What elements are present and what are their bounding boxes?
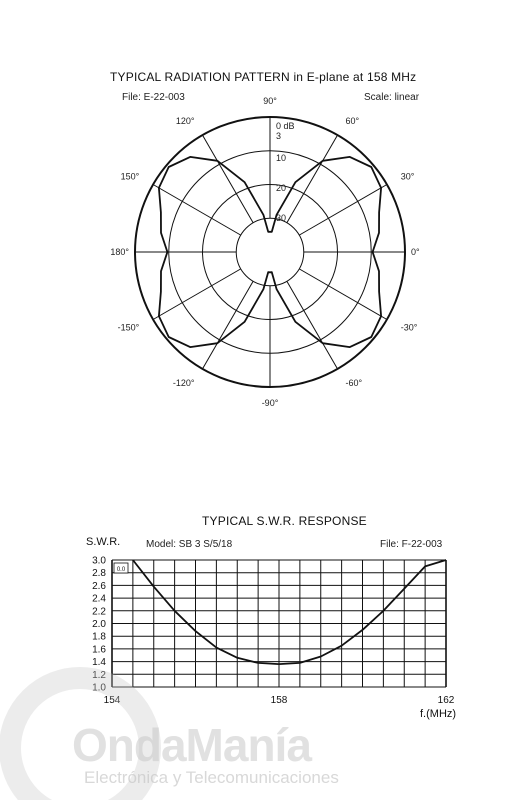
swr-x-tick-label: 158 <box>270 695 288 706</box>
watermark-brand: OndaManía <box>72 719 311 771</box>
swr-x-label: f.(MHz) <box>420 708 457 720</box>
polar-spoke <box>299 269 387 320</box>
swr-y-tick-label: 2.6 <box>92 580 106 592</box>
radiation-pattern-title: TYPICAL RADIATION PATTERN in E-plane at 158 MHz <box>110 70 417 84</box>
swr-file: File: F-22-003 <box>380 539 443 550</box>
polar-spoke <box>299 185 387 236</box>
polar-angle-label: 120° <box>175 116 195 127</box>
polar-angle-label: 60° <box>345 116 360 127</box>
radiation-pattern-scale: Scale: linear <box>364 92 420 103</box>
polar-angle-label: 30° <box>400 171 415 182</box>
polar-spoke <box>153 269 241 320</box>
polar-ring-label: 20 <box>276 183 287 193</box>
polar-angle-label: -60° <box>345 377 363 388</box>
swr-y-tick-label: 1.8 <box>92 631 106 643</box>
swr-y-tick-label: 1.4 <box>92 657 106 669</box>
swr-model: Model: SB 3 S/5/18 <box>146 539 233 550</box>
polar-angle-label: -30° <box>400 322 418 333</box>
polar-spoke <box>287 281 338 369</box>
polar-spoke <box>153 185 241 236</box>
polar-angle-label: -90° <box>261 398 279 408</box>
swr-y-tick-label: 1.6 <box>92 644 106 656</box>
polar-spoke <box>203 281 254 369</box>
polar-angle-label: 150° <box>120 171 140 182</box>
swr-y-tick-label: 2.4 <box>92 593 106 605</box>
polar-ring-label: 3 <box>276 131 282 141</box>
polar-angle-label: 180° <box>110 247 129 257</box>
swr-x-tick-label: 154 <box>103 695 121 706</box>
polar-ring <box>236 218 304 286</box>
swr-y-tick-label: 1.0 <box>92 682 106 694</box>
swr-y-tick-label: 3.0 <box>92 555 106 567</box>
swr-axis-label: S.W.R. <box>86 536 121 548</box>
watermark-tagline: Electrónica y Telecomunicaciones <box>84 768 339 787</box>
polar-ring-label: 0 dB <box>276 121 295 131</box>
swr-y-tick-label: 1.2 <box>92 669 106 681</box>
polar-angle-label: -150° <box>117 322 140 333</box>
polar-spoke <box>203 135 254 223</box>
swr-y-tick-label: 2.8 <box>92 568 106 580</box>
swr-y-tick-label: 2.0 <box>92 619 106 630</box>
swr-title: TYPICAL S.W.R. RESPONSE <box>202 514 367 528</box>
polar-spoke <box>287 135 338 223</box>
polar-angle-label: 90° <box>263 96 277 106</box>
polar-ring-label: 10 <box>276 153 287 163</box>
swr-y-tick-label: 2.2 <box>92 606 106 618</box>
polar-angle-label: -120° <box>172 377 195 388</box>
radiation-pattern-file: File: E-22-003 <box>122 92 185 103</box>
swr-legend-label: 0.0 <box>116 567 126 573</box>
swr-x-tick-label: 162 <box>437 695 455 706</box>
polar-ring-label: 30 <box>276 213 287 223</box>
polar-angle-label: 0° <box>411 247 420 257</box>
